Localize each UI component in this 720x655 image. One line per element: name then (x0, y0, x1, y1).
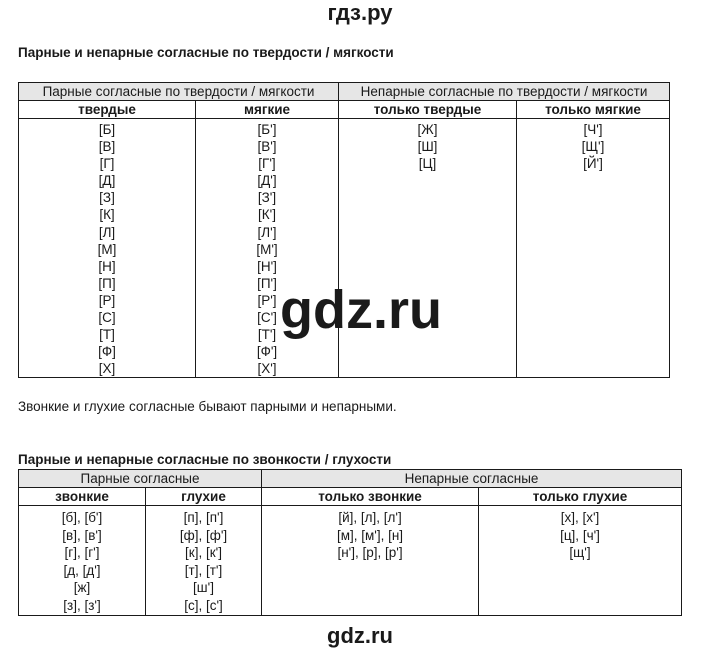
list-item: [н'], [р], [р'] (337, 545, 403, 561)
list-item: [щ'] (569, 545, 591, 561)
list-item: [Д'] (257, 173, 277, 189)
list-item: [м], [м'], [н] (336, 527, 404, 543)
list-item: [З'] (257, 190, 277, 206)
column-voiced (19, 506, 146, 616)
group-header-paired: Парные согласные (19, 470, 262, 488)
list-item: [Л'] (257, 224, 277, 240)
col-header-only-hard: только твердые (339, 101, 517, 119)
column-only-voiced (262, 506, 479, 616)
list-item: [г], [г'] (64, 545, 100, 561)
group-header-paired: Парные согласные по твердости / мягкости (19, 83, 339, 101)
list-item: [Б] (98, 122, 116, 137)
list-item: [Д] (98, 173, 116, 189)
list-item: [П'] (257, 275, 277, 291)
list-item: [Щ'] (581, 139, 605, 155)
list-item: [Б'] (257, 122, 277, 137)
list-item: [С'] (257, 310, 277, 326)
list-item: [К] (99, 207, 115, 223)
list-item: [Т'] (257, 327, 277, 343)
list-item: [д, [д'] (63, 562, 101, 578)
list-item: [В'] (257, 139, 277, 155)
group-header-unpaired: Непарные согласные (262, 470, 682, 488)
list-item: [Г] (99, 156, 115, 172)
column-only-voiceless (479, 506, 682, 616)
list-item: [т], [т'] (184, 562, 223, 578)
col-header-only-voiceless: только глухие (479, 488, 682, 506)
list-item: [п], [п'] (183, 510, 224, 525)
col-header-only-soft: только мягкие (517, 101, 670, 119)
column-voiceless (146, 506, 262, 616)
list-item: [М] (97, 241, 117, 257)
site-footer: gdz.ru (327, 623, 393, 648)
list-item: [б], [б'] (61, 510, 103, 525)
col-header-soft: мягкие (196, 101, 339, 119)
list-item: [ш'] (193, 580, 214, 596)
group-header-unpaired: Непарные согласные по твердости / мягкости (339, 83, 670, 101)
list-item: [Ш] (417, 139, 438, 155)
list-item: [К'] (258, 207, 276, 223)
list-item: [Х] (98, 361, 116, 377)
paragraph: Звонкие и глухие согласные бывают парными и непарными. (18, 399, 397, 414)
list-item: [з], [з'] (63, 597, 101, 613)
list-item: [в], [в'] (62, 527, 102, 543)
col-header-hard: твердые (19, 101, 196, 119)
list-item: [Ч'] (583, 122, 603, 137)
list-item: [Ц] (418, 156, 437, 172)
list-item: [Г'] (258, 156, 276, 172)
list-item: [Й'] (583, 156, 603, 172)
list-item: [М'] (256, 241, 278, 257)
list-item: [Ж] (417, 122, 438, 137)
col-header-only-voiced: только звонкие (262, 488, 479, 506)
list-item: [Н'] (257, 258, 277, 274)
voicing-table (18, 469, 682, 616)
list-item: [З] (99, 190, 115, 206)
list-item: [к], [к'] (185, 545, 222, 561)
site-title: гдз.ру (327, 0, 393, 25)
list-item: [П] (98, 275, 116, 291)
column-only-soft (517, 119, 670, 378)
column-hard (19, 119, 196, 378)
list-item: [с], [с'] (184, 597, 223, 613)
list-item: [Н] (98, 258, 116, 274)
list-item: [й], [л], [л'] (338, 510, 402, 525)
list-item: [Р'] (257, 292, 277, 308)
list-item: [Х'] (257, 361, 277, 377)
col-header-voiceless: глухие (146, 488, 262, 506)
list-item: [ж] (73, 580, 91, 596)
col-header-voiced: звонкие (19, 488, 146, 506)
section2-heading: Парные и непарные согласные по звонкости / глухости (18, 452, 392, 467)
list-item: [С] (98, 310, 116, 326)
watermark: gdz.ru (280, 280, 442, 340)
section1-heading: Парные и непарные согласные по твердости / мягкости (18, 45, 394, 60)
list-item: [В] (98, 139, 116, 155)
list-item: [Т] (99, 327, 115, 343)
list-item: [Л] (98, 224, 116, 240)
list-item: [Ф'] (256, 344, 278, 360)
list-item: [Ф] (98, 344, 116, 360)
list-item: [ф], [ф'] (179, 527, 228, 543)
list-item: [ц], [ч'] (560, 527, 600, 543)
list-item: [Р] (98, 292, 116, 308)
list-item: [х], [х'] (560, 510, 600, 525)
